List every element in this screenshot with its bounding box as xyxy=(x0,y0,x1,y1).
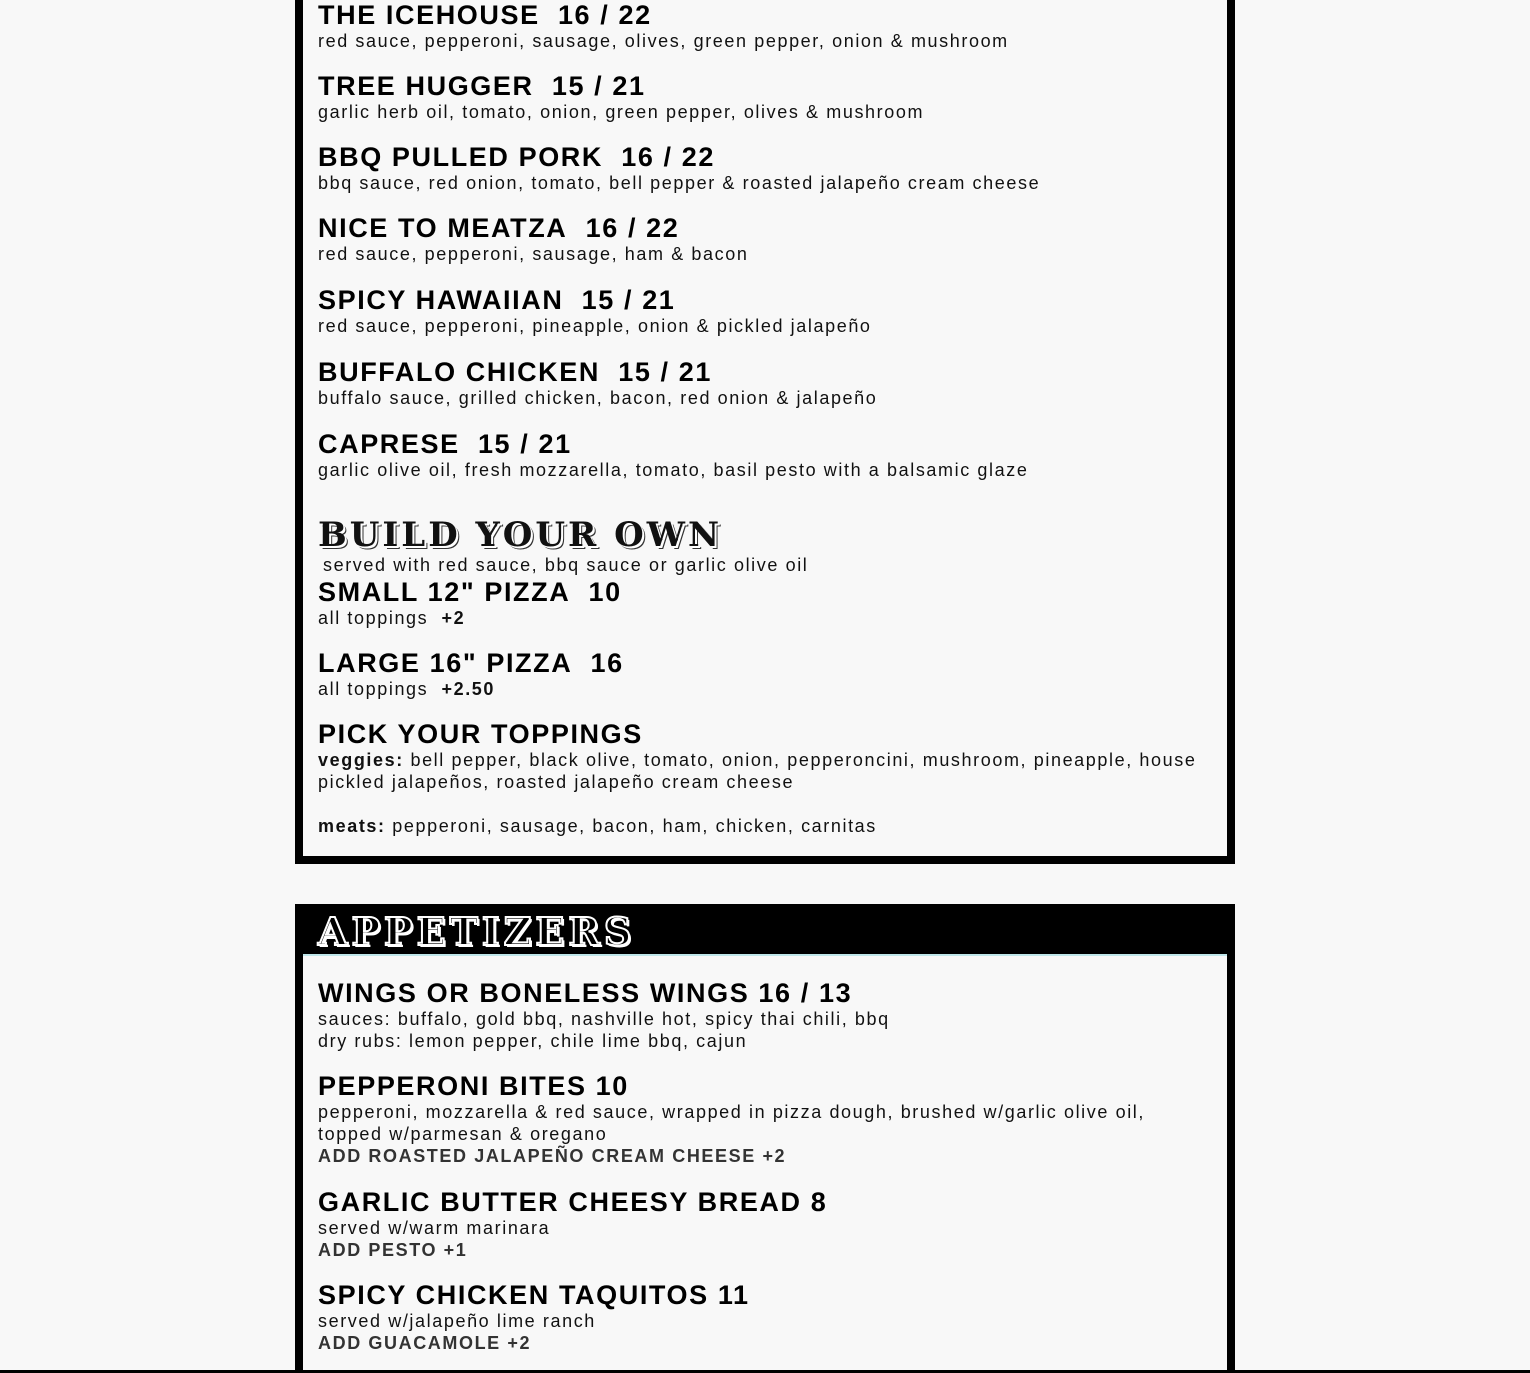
menu-item xyxy=(318,285,1218,337)
item-addon: ADD GUACAMOLE +2 xyxy=(318,1333,532,1353)
item-price: 16 / 22 xyxy=(557,0,652,30)
item-description: buffalo sauce, grilled chicken, bacon, red onion & jalapeño xyxy=(318,388,878,408)
menu-item xyxy=(318,142,1218,194)
item-name: CAPRESE xyxy=(318,429,460,459)
toppings-label: all toppings xyxy=(318,679,429,699)
toppings-price: +2 xyxy=(441,608,466,628)
item-description: bbq sauce, red onion, tomato, bell pepper & roasted jalapeño cream cheese xyxy=(318,173,1041,193)
item-price: 16 xyxy=(590,648,624,678)
toppings-price: +2.50 xyxy=(441,679,496,699)
item-addon: ADD PESTO +1 xyxy=(318,1240,468,1260)
meats-list: pepperoni, sausage, bacon, ham, chicken, carnitas xyxy=(392,816,877,836)
build-your-own-header xyxy=(318,516,1218,576)
menu-item xyxy=(318,213,1218,265)
item-addon: ADD ROASTED JALAPEÑO CREAM CHEESE +2 xyxy=(318,1146,787,1166)
menu-item xyxy=(318,0,1218,52)
item-name: THE ICEHOUSE xyxy=(318,0,540,30)
appetizer-item xyxy=(318,978,1218,1052)
item-description: garlic olive oil, fresh mozzarella, tomato, basil pesto with a balsamic glaze xyxy=(318,460,1029,480)
item-description: sauces: buffalo, gold bbq, nashville hot, spicy thai chili, bbq xyxy=(318,1009,890,1029)
item-price: 16 / 22 xyxy=(621,142,715,172)
item-description: red sauce, pepperoni, pineapple, onion & pickled jalapeño xyxy=(318,316,872,336)
item-name: TREE HUGGER xyxy=(318,71,534,101)
build-your-own-subheading: served with red sauce, bbq sauce or garlic olive oil xyxy=(323,555,809,575)
item-description: red sauce, pepperoni, sausage, olives, green pepper, onion & mushroom xyxy=(318,31,1009,51)
item-description: dry rubs: lemon pepper, chile lime bbq, cajun xyxy=(318,1031,748,1051)
item-name: BBQ PULLED PORK xyxy=(318,142,604,172)
item-price: 15 / 21 xyxy=(581,285,676,315)
item-description: served w/jalapeño lime ranch xyxy=(318,1311,596,1331)
menu-item xyxy=(318,357,1218,409)
item-name: NICE TO MEATZA xyxy=(318,213,568,243)
item-title: WINGS OR BONELESS WINGS 16 / 13 xyxy=(318,978,853,1008)
toppings-label: all toppings xyxy=(318,608,429,628)
item-description: red sauce, pepperoni, sausage, ham & bacon xyxy=(318,244,749,264)
item-name: BUFFALO CHICKEN xyxy=(318,357,600,387)
item-price: 15 / 21 xyxy=(551,71,646,101)
build-your-own-heading: BUILD YOUR OWN xyxy=(318,515,723,555)
menu-item xyxy=(318,429,1218,481)
item-description: pepperoni, mozzarella & red sauce, wrapped in pizza dough, brushed w/garlic olive oil, topped w/parmesan & oregano xyxy=(318,1102,1145,1144)
item-name: LARGE 16" PIZZA xyxy=(318,648,573,678)
appetizer-item xyxy=(318,1187,1218,1262)
item-name: SMALL 12" PIZZA xyxy=(318,577,571,607)
meats-label: meats: xyxy=(318,816,386,836)
item-price: 16 / 22 xyxy=(585,213,680,243)
item-description: garlic herb oil, tomato, onion, green pepper, olives & mushroom xyxy=(318,102,925,122)
appetizer-item xyxy=(318,1280,1218,1355)
toppings-block xyxy=(318,719,1218,837)
pizza-size-item xyxy=(318,648,1218,700)
menu-item xyxy=(318,71,1218,123)
toppings-heading: PICK YOUR TOPPINGS xyxy=(318,719,643,749)
pizza-size-item xyxy=(318,577,1218,629)
item-description: served w/warm marinara xyxy=(318,1218,551,1238)
appetizer-item xyxy=(318,1071,1218,1168)
item-price: 15 / 21 xyxy=(477,429,572,459)
veggies-label: veggies: xyxy=(318,750,404,770)
item-title: PEPPERONI BITES 10 xyxy=(318,1071,629,1101)
item-price: 10 xyxy=(588,577,622,607)
item-title: SPICY CHICKEN TAQUITOS 11 xyxy=(318,1280,750,1310)
item-price: 15 / 21 xyxy=(618,357,712,387)
item-title: GARLIC BUTTER CHEESY BREAD 8 xyxy=(318,1187,828,1217)
item-name: SPICY HAWAIIAN xyxy=(318,285,564,315)
veggies-list: bell pepper, black olive, tomato, onion, pepperoncini, mushroom, pineapple, house pickled jalapeños, roasted jalapeño cream cheese xyxy=(318,750,1197,792)
appetizers-heading: APPETIZERS xyxy=(318,909,636,954)
